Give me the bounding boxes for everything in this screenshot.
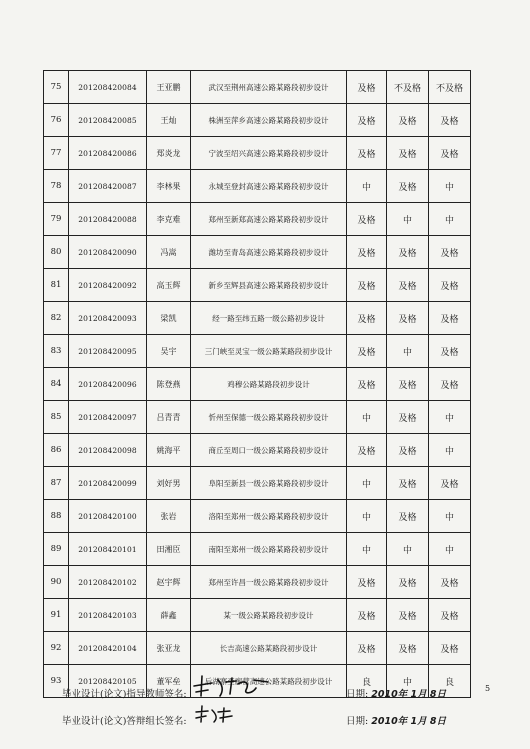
table-row [44,269,471,302]
grade-cell-3: 中 [429,434,471,467]
student-id-cell: 201208420096 [69,368,147,401]
grade-cell-3: 及格 [429,302,471,335]
table-row [44,566,471,599]
student-name-cell: 王亚鹏 [147,71,191,104]
grades-table-body [44,71,471,698]
student-name-cell: 董军垒 [147,665,191,698]
grade-cell-1: 中 [347,533,387,566]
row-number-cell: 89 [44,533,69,566]
row-number-cell: 81 [44,269,69,302]
grade-cell-1: 及格 [347,71,387,104]
grade-cell-2: 不及格 [387,71,429,104]
table-row [44,500,471,533]
grade-cell-1: 及格 [347,566,387,599]
grade-cell-3: 及格 [429,236,471,269]
grade-cell-2: 及格 [387,632,429,665]
grade-cell-3: 中 [429,533,471,566]
grade-cell-2: 及格 [387,401,429,434]
grade-cell-3: 良 [429,665,471,698]
student-id-cell: 201208420090 [69,236,147,269]
grade-cell-2: 及格 [387,368,429,401]
grade-cell-1: 中 [347,467,387,500]
grade-cell-1: 及格 [347,236,387,269]
grades-table [43,70,471,698]
grade-cell-2: 及格 [387,566,429,599]
student-id-cell: 201208420086 [69,137,147,170]
student-name-cell: 李林果 [147,170,191,203]
row-number-cell: 76 [44,104,69,137]
grade-cell-2: 中 [387,665,429,698]
table-row [44,302,471,335]
student-name-cell: 张亚龙 [147,632,191,665]
student-name-cell: 李克难 [147,203,191,236]
grade-cell-1: 及格 [347,599,387,632]
grade-cell-3: 中 [429,170,471,203]
student-id-cell: 201208420099 [69,467,147,500]
thesis-topic-cell: 郑州至许昌一级公路某路段初步设计 [191,566,347,599]
student-name-cell: 高玉辉 [147,269,191,302]
student-id-cell: 201208420103 [69,599,147,632]
student-id-cell: 201208420097 [69,401,147,434]
row-number-cell: 86 [44,434,69,467]
student-id-cell: 201208420105 [69,665,147,698]
thesis-topic-cell: 商丘至周口一级公路某路段初步设计 [191,434,347,467]
grade-cell-2: 及格 [387,500,429,533]
table-row [44,203,471,236]
student-id-cell: 201208420104 [69,632,147,665]
student-name-cell: 王灿 [147,104,191,137]
student-id-cell: 201208420087 [69,170,147,203]
thesis-topic-cell: 新乡至辉县高速公路某路段初步设计 [191,269,347,302]
student-id-cell: 201208420093 [69,302,147,335]
defense-date-value: 2010年 1月 8日 [371,716,447,727]
grade-cell-2: 中 [387,533,429,566]
thesis-topic-cell: 武汉至荆州高速公路某路段初步设计 [191,71,347,104]
table-row [44,104,471,137]
thesis-topic-cell: 某一级公路某路段初步设计 [191,599,347,632]
row-number-cell: 87 [44,467,69,500]
grade-cell-2: 及格 [387,302,429,335]
student-id-cell: 201208420084 [69,71,147,104]
table-row [44,533,471,566]
row-number-cell: 88 [44,500,69,533]
grade-cell-3: 及格 [429,599,471,632]
row-number-cell: 78 [44,170,69,203]
grade-cell-3: 中 [429,203,471,236]
table-row [44,434,471,467]
student-id-cell: 201208420102 [69,566,147,599]
student-name-cell: 张岩 [147,500,191,533]
table-row [44,401,471,434]
advisor-handwritten-signature [188,670,278,700]
student-name-cell: 郑炎龙 [147,137,191,170]
table-row [44,599,471,632]
row-number-cell: 77 [44,137,69,170]
student-name-cell: 吕青青 [147,401,191,434]
defense-handwritten-signature [192,702,242,726]
row-number-cell: 82 [44,302,69,335]
thesis-topic-cell: 永城至登封高速公路某路段初步设计 [191,170,347,203]
thesis-topic-cell: 后湖寨至廊营高速公路某路段初步设计 [191,665,347,698]
grade-cell-1: 及格 [347,137,387,170]
student-id-cell: 201208420085 [69,104,147,137]
student-id-cell: 201208420101 [69,533,147,566]
student-id-cell: 201208420088 [69,203,147,236]
table-row [44,335,471,368]
grade-cell-2: 及格 [387,599,429,632]
grade-cell-1: 及格 [347,368,387,401]
grade-cell-1: 中 [347,170,387,203]
advisor-signature-label: 毕业设计(论文)指导教师签名: [62,689,187,700]
row-number-cell: 91 [44,599,69,632]
grade-cell-1: 及格 [347,434,387,467]
row-number-cell: 75 [44,71,69,104]
student-name-cell: 刘好男 [147,467,191,500]
thesis-topic-cell: 洛阳至郑州一级公路某路段初步设计 [191,500,347,533]
grade-cell-1: 中 [347,500,387,533]
thesis-topic-cell: 鸡穆公路某路段初步设计 [191,368,347,401]
table-row [44,467,471,500]
thesis-topic-cell: 郑州至新郑高速公路某路段初步设计 [191,203,347,236]
grade-cell-3: 不及格 [429,71,471,104]
grade-cell-2: 及格 [387,137,429,170]
advisor-date [346,686,446,700]
grade-cell-3: 及格 [429,566,471,599]
grade-cell-2: 及格 [387,236,429,269]
thesis-topic-cell: 长吉高速公路某路段初步设计 [191,632,347,665]
student-id-cell: 201208420095 [69,335,147,368]
grade-cell-2: 中 [387,203,429,236]
grade-cell-1: 及格 [347,335,387,368]
thesis-topic-cell: 南阳至郑州一级公路某路段初步设计 [191,533,347,566]
student-id-cell: 201208420092 [69,269,147,302]
row-number-cell: 79 [44,203,69,236]
advisor-date-label: 日期: [346,689,369,700]
student-id-cell: 201208420100 [69,500,147,533]
table-row [44,170,471,203]
grade-cell-3: 及格 [429,137,471,170]
row-number-cell: 85 [44,401,69,434]
grade-cell-3: 及格 [429,632,471,665]
table-row [44,632,471,665]
row-number-cell: 93 [44,665,69,698]
grade-cell-2: 中 [387,335,429,368]
table-row [44,137,471,170]
advisor-date-value: 2010年 1月 8日 [371,689,447,700]
row-number-cell: 84 [44,368,69,401]
grade-cell-3: 及格 [429,269,471,302]
page-number: 5 [485,684,491,693]
grade-cell-2: 及格 [387,170,429,203]
student-name-cell: 冯嵩 [147,236,191,269]
row-number-cell: 83 [44,335,69,368]
grade-cell-3: 及格 [429,335,471,368]
student-id-cell: 201208420098 [69,434,147,467]
grade-cell-1: 及格 [347,203,387,236]
grade-cell-3: 中 [429,401,471,434]
student-name-cell: 姚海平 [147,434,191,467]
defense-date [346,713,446,727]
student-name-cell: 梁凯 [147,302,191,335]
grade-cell-1: 及格 [347,104,387,137]
student-name-cell: 吴宇 [147,335,191,368]
table-row [44,236,471,269]
student-name-cell: 陈登燕 [147,368,191,401]
grade-cell-2: 及格 [387,434,429,467]
grade-cell-2: 及格 [387,467,429,500]
student-name-cell: 赵宇辉 [147,566,191,599]
student-name-cell: 薛鑫 [147,599,191,632]
defense-date-label: 日期: [346,716,369,727]
grade-cell-1: 中 [347,401,387,434]
grade-cell-1: 及格 [347,302,387,335]
grade-cell-3: 及格 [429,104,471,137]
grade-cell-3: 及格 [429,467,471,500]
thesis-topic-cell: 经一路至纬五路一级公路初步设计 [191,302,347,335]
thesis-topic-cell: 三门峡至灵宝一级公路某路段初步设计 [191,335,347,368]
thesis-topic-cell: 潍坊至青岛高速公路某路段初步设计 [191,236,347,269]
table-row [44,368,471,401]
defense-signature-label: 毕业设计(论文)答辩组长签名: [62,716,187,727]
thesis-topic-cell: 株洲至萍乡高速公路某路段初步设计 [191,104,347,137]
grade-cell-2: 及格 [387,269,429,302]
grade-cell-1: 及格 [347,632,387,665]
thesis-topic-cell: 忻州至保德一级公路某路段初步设计 [191,401,347,434]
grade-cell-1: 良 [347,665,387,698]
grade-cell-3: 中 [429,500,471,533]
thesis-topic-cell: 宁波至绍兴高速公路某路段初步设计 [191,137,347,170]
grade-cell-3: 及格 [429,368,471,401]
grade-cell-2: 及格 [387,104,429,137]
thesis-topic-cell: 阜阳至新县一级公路某路段初步设计 [191,467,347,500]
row-number-cell: 80 [44,236,69,269]
student-name-cell: 田湘臣 [147,533,191,566]
row-number-cell: 92 [44,632,69,665]
row-number-cell: 90 [44,566,69,599]
grade-cell-1: 及格 [347,269,387,302]
table-row [44,71,471,104]
